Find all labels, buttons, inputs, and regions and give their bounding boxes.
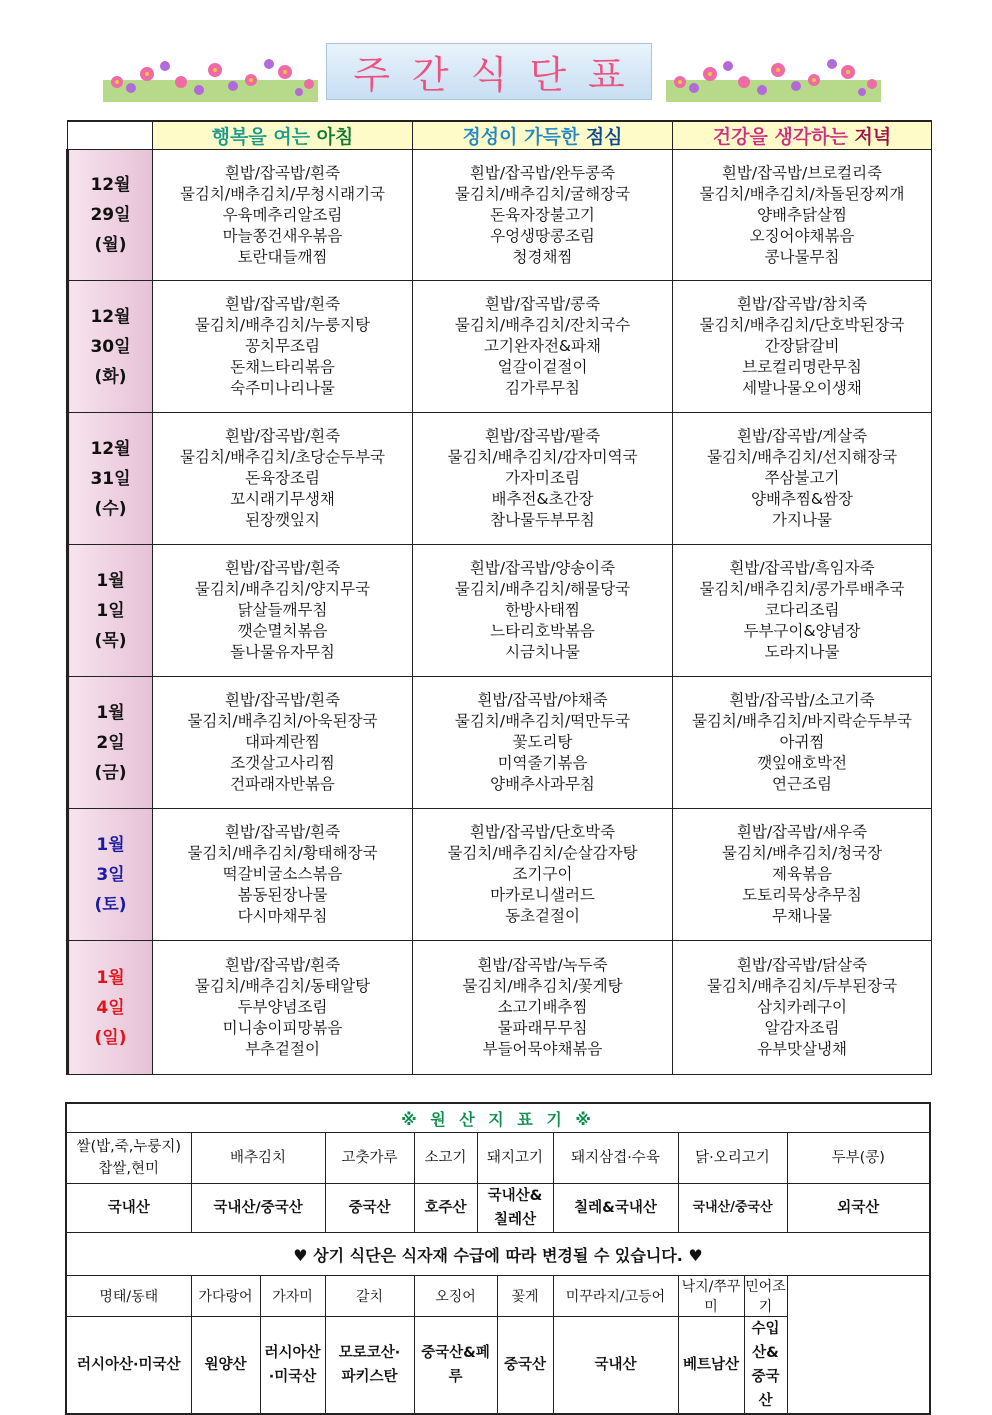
menu-item: 봄동된장나물 xyxy=(237,886,328,904)
origin-item-label: 찹쌀,현미 xyxy=(98,1161,160,1177)
origin-country-text: 모로코산· xyxy=(338,1345,401,1361)
menu-item: 물김치/배추김치/황태해장국 xyxy=(187,844,378,862)
menu-item: 브로컬리명란무침 xyxy=(742,358,862,376)
day-label xyxy=(68,545,153,677)
menu-item: 배추전&초간장 xyxy=(491,490,594,508)
menu-item: 오징어야채볶음 xyxy=(749,226,855,245)
menu-item: 흰밥/잡곡밥/흰죽 xyxy=(224,559,341,577)
origin-country-text: 중국산 xyxy=(751,1369,780,1409)
day-weekday: (목) xyxy=(94,630,127,651)
day-date: 1일 xyxy=(96,600,125,621)
menu-item: 콩나물무침 xyxy=(764,247,840,266)
menu-item: 양배추사과무침 xyxy=(490,775,595,793)
day-weekday: (화) xyxy=(94,366,127,387)
origin-country xyxy=(497,1317,553,1415)
day-label xyxy=(68,281,153,413)
menu-item: 미역줄기볶음 xyxy=(497,754,588,772)
menu-item: 소고기배추찜 xyxy=(497,998,588,1016)
menu-item: 꼬시래기무생채 xyxy=(230,490,335,508)
origin-country xyxy=(66,1317,191,1415)
menu-item: 돈채느타리볶음 xyxy=(230,358,335,376)
menu-item: 고기완자전&파채 xyxy=(484,337,601,355)
origin-country xyxy=(325,1317,414,1415)
menu-item: 우육메추리알조림 xyxy=(222,205,343,224)
origin-item-label: 쌀(밥,죽,누룽지) xyxy=(76,1139,182,1155)
page-title: 주간식단표 xyxy=(353,53,647,97)
day-month: 1월 xyxy=(96,570,125,591)
menu-item: 동초겉절이 xyxy=(505,907,580,925)
menu-item: 한방사태찜 xyxy=(505,601,580,619)
menu-item: 흰밥/잡곡밥/흰죽 xyxy=(224,691,341,709)
menu-item: 가지나물 xyxy=(772,511,832,529)
breakfast-cell xyxy=(153,545,413,677)
origin-country-text: 중국산 xyxy=(348,1200,391,1216)
menu-item: 제육볶음 xyxy=(772,865,832,883)
menu-item: 물김치/배추김치/감자미역국 xyxy=(447,448,638,466)
origin-country xyxy=(66,1184,191,1233)
day-weekday: (수) xyxy=(94,498,127,519)
menu-item: 마카로니샐러드 xyxy=(490,886,595,904)
dinner-cell xyxy=(673,281,932,413)
menu-item: 느타리호박볶음 xyxy=(490,622,595,640)
origin-country-text: 원양산 xyxy=(204,1357,247,1373)
origin-country xyxy=(744,1317,787,1415)
menu-item: 떡갈비굴소스볶음 xyxy=(222,865,343,883)
breakfast-cell xyxy=(153,281,413,413)
breakfast-cell xyxy=(153,150,413,281)
lunch-cell xyxy=(413,413,673,545)
menu-item: 토란대들깨찜 xyxy=(237,247,328,266)
menu-item: 물김치/배추김치/초당순두부국 xyxy=(179,448,386,466)
lunch-cell xyxy=(413,809,673,941)
title-box xyxy=(326,43,652,100)
day-label xyxy=(68,150,153,281)
menu-item: 물김치/배추김치/청국장 xyxy=(721,844,883,862)
day-month: 12월 xyxy=(90,175,131,195)
origin-item: 꽃게 xyxy=(497,1276,553,1317)
menu-item: 시금치나물 xyxy=(505,643,580,661)
menu-item: 흰밥/잡곡밥/완두콩죽 xyxy=(469,163,616,182)
menu-item: 쭈삼불고기 xyxy=(764,469,840,487)
origin-country xyxy=(260,1317,325,1415)
day-row xyxy=(68,281,932,413)
menu-item: 무채나물 xyxy=(772,907,832,925)
day-row xyxy=(68,941,932,1075)
lunch-cell xyxy=(413,545,673,677)
menu-item: 부들어묵야채볶음 xyxy=(482,1040,603,1058)
breakfast-cell xyxy=(153,941,413,1075)
menu-item: 다시마채무침 xyxy=(237,907,328,925)
origin-country xyxy=(477,1184,553,1233)
origin-country xyxy=(553,1184,678,1233)
menu-item: 닭살들깨무침 xyxy=(237,601,328,619)
origin-item: 오징어 xyxy=(414,1276,497,1317)
day-row xyxy=(68,677,932,809)
menu-item: 양배추닭살찜 xyxy=(757,205,847,224)
menu-item: 흰밥/잡곡밥/야채죽 xyxy=(477,691,608,709)
menu-item: 돈육장조림 xyxy=(245,469,320,487)
day-date: 2일 xyxy=(96,732,125,753)
origin-country xyxy=(191,1317,260,1415)
origin-item-label: 닭·오리고기 xyxy=(695,1150,770,1166)
origin-country xyxy=(678,1317,744,1415)
origin-item-label: 고춧가루 xyxy=(341,1150,398,1166)
origin-item-label: 배추김치 xyxy=(229,1150,287,1166)
day-label xyxy=(68,677,153,809)
origin-country xyxy=(787,1184,930,1233)
menu-item: 물김치/배추김치/동태알탕 xyxy=(194,977,371,995)
header-corner xyxy=(68,121,153,150)
origin-item xyxy=(66,1133,191,1184)
origin-country xyxy=(678,1184,787,1233)
menu-item: 흰밥/잡곡밥/흰죽 xyxy=(224,823,341,841)
origin-item xyxy=(678,1133,787,1184)
menu-item: 물김치/배추김치/아욱된장국 xyxy=(187,712,378,730)
menu-item: 물김치/배추김치/떡만두국 xyxy=(454,712,631,730)
lunch-cell xyxy=(413,281,673,413)
origin-country xyxy=(191,1184,325,1233)
origin-country-text: 국내산& xyxy=(487,1188,543,1204)
menu-item: 물김치/배추김치/누룽지탕 xyxy=(194,316,371,334)
weekly-menu-table xyxy=(66,120,932,1075)
menu-item: 양배추찜&쌈장 xyxy=(751,490,853,508)
day-month: 1월 xyxy=(96,834,125,855)
menu-item: 건파래자반볶음 xyxy=(230,775,335,793)
menu-item: 물김치/배추김치/선지해장국 xyxy=(706,448,898,466)
origin-country-text: 러시아산·미국산 xyxy=(76,1357,181,1373)
menu-item: 물김치/배추김치/잔치국수 xyxy=(454,316,631,334)
dinner-cell xyxy=(673,677,932,809)
menu-item: 흰밥/잡곡밥/흰죽 xyxy=(224,956,341,974)
origin-country-text: 호주산 xyxy=(424,1200,467,1216)
menu-item: 유부맛살냉채 xyxy=(757,1040,847,1058)
menu-item: 물김치/배추김치/해물당국 xyxy=(454,580,631,598)
origin-item-label: 소고기 xyxy=(424,1150,467,1166)
origin-country-text: 중국산 xyxy=(503,1357,547,1373)
menu-item: 물김치/배추김치/두부된장국 xyxy=(706,977,898,995)
origin-item: 갈치 xyxy=(325,1276,414,1317)
menu-item: 조기구이 xyxy=(512,865,573,883)
origin-item: 민어조기 xyxy=(744,1276,787,1317)
origin-item: 미꾸라지/고등어 xyxy=(553,1276,678,1317)
menu-item: 흰밥/잡곡밥/게살죽 xyxy=(736,427,868,445)
menu-item: 흰밥/잡곡밥/흑임자죽 xyxy=(729,559,875,577)
menu-item: 알감자조림 xyxy=(764,1019,840,1037)
menu-item: 돈육자장불고기 xyxy=(490,205,595,224)
day-month: 12월 xyxy=(90,438,131,459)
origin-country-text: 베트남산 xyxy=(682,1357,740,1373)
origin-item xyxy=(191,1133,325,1184)
origin-country-text: 중국산&페루 xyxy=(421,1345,490,1385)
menu-item: 흰밥/잡곡밥/녹두죽 xyxy=(477,956,608,974)
day-label xyxy=(68,809,153,941)
origin-country-text: 파키스탄 xyxy=(341,1369,398,1385)
day-row xyxy=(68,545,932,677)
origin-country xyxy=(414,1184,477,1233)
day-weekday: (월) xyxy=(94,235,127,255)
day-date: 30일 xyxy=(90,336,131,357)
menu-item: 물김치/배추김치/양지무국 xyxy=(194,580,371,598)
menu-item: 도라지나물 xyxy=(764,643,840,661)
origin-item-label: 돼지삼겹·수육 xyxy=(571,1150,660,1166)
origin-item-label: 돼지고기 xyxy=(486,1150,544,1166)
menu-item: 두부구이&양념장 xyxy=(743,622,861,640)
dinner-cell xyxy=(673,150,932,281)
dinner-cell xyxy=(673,809,932,941)
menu-item: 물김치/배추김치/차돌된장찌개 xyxy=(699,184,905,203)
header-dinner: 건강을 생각하는 저녁 xyxy=(673,121,932,150)
menu-item: 참나물두부무침 xyxy=(490,511,595,529)
origin-country xyxy=(414,1317,497,1415)
day-month: 1월 xyxy=(96,702,125,723)
menu-item: 코다리조림 xyxy=(764,601,840,619)
menu-item: 조갯살고사리찜 xyxy=(230,754,335,772)
menu-item: 흰밥/잡곡밥/닭살죽 xyxy=(736,956,868,974)
breakfast-cell xyxy=(153,677,413,809)
origin-table xyxy=(65,1102,931,1415)
day-label xyxy=(68,413,153,545)
breakfast-cell xyxy=(153,809,413,941)
menu-item: 흰밥/잡곡밥/팥죽 xyxy=(484,427,601,445)
menu-item: 물김치/배추김치/꽃게탕 xyxy=(462,977,623,995)
flower-banner-right xyxy=(666,52,881,102)
day-date: 4일 xyxy=(96,997,125,1018)
origin-country-text: 러시아산 xyxy=(264,1345,321,1361)
dinner-cell xyxy=(673,545,932,677)
menu-item: 두부양념조림 xyxy=(237,998,328,1016)
menu-item: 흰밥/잡곡밥/참치죽 xyxy=(736,295,868,313)
menu-item: 마늘쫑건새우볶음 xyxy=(222,226,343,245)
menu-item: 물김치/배추김치/굴해장국 xyxy=(454,184,631,203)
menu-item: 얼갈이겉절이 xyxy=(497,358,588,376)
menu-item: 물김치/배추김치/무청시래기국 xyxy=(179,184,386,203)
menu-header-row xyxy=(68,121,932,150)
origin-item xyxy=(553,1133,678,1184)
menu-item: 간장닭갈비 xyxy=(764,337,840,355)
menu-item: 물파래무무침 xyxy=(497,1019,588,1037)
menu-item: 흰밥/잡곡밥/흰죽 xyxy=(224,427,341,445)
origin-item-label: 두부(콩) xyxy=(831,1150,885,1166)
day-date: 29일 xyxy=(90,205,131,225)
menu-item: 아귀찜 xyxy=(779,733,825,751)
menu-item: 흰밥/잡곡밥/소고기죽 xyxy=(729,691,875,709)
menu-item: 물김치/배추김치/콩가루배추국 xyxy=(699,580,905,598)
menu-item: 우엉생땅콩조림 xyxy=(490,226,595,245)
header-breakfast: 행복을 여는 아침 xyxy=(153,121,413,150)
lunch-cell xyxy=(413,150,673,281)
menu-item: 가자미조림 xyxy=(505,469,580,487)
menu-item: 흰밥/잡곡밥/단호박죽 xyxy=(469,823,616,841)
day-date: 31일 xyxy=(90,468,131,489)
header-lunch: 정성이 가득한 점심 xyxy=(413,121,673,150)
day-month: 12월 xyxy=(90,306,131,327)
origin-country-text: 국내산 xyxy=(107,1200,150,1216)
dinner-cell xyxy=(673,413,932,545)
origin-country xyxy=(553,1317,678,1415)
menu-item: 돌나물유자무침 xyxy=(230,643,335,661)
day-label xyxy=(68,941,153,1075)
menu-item: 꽁치무조림 xyxy=(245,337,320,355)
menu-item: 흰밥/잡곡밥/브로컬리죽 xyxy=(721,163,883,182)
menu-item: 김가루무침 xyxy=(505,379,580,397)
menu-item: 흰밥/잡곡밥/콩죽 xyxy=(484,295,601,313)
day-row xyxy=(68,150,932,281)
origin-item xyxy=(477,1133,553,1184)
day-weekday: (금) xyxy=(94,762,127,783)
menu-change-notice: ♥ 상기 식단은 식자재 수급에 따라 변경될 수 있습니다. ♥ xyxy=(66,1233,930,1276)
origin-country-text: 외국산 xyxy=(837,1200,880,1216)
menu-item: 청경채찜 xyxy=(512,247,573,266)
origin-country-text: 칠레산 xyxy=(493,1212,537,1228)
origin-country-text: 국내산/중국산 xyxy=(213,1200,303,1216)
menu-item: 부추겉절이 xyxy=(245,1040,320,1058)
menu-item: 삼치카레구이 xyxy=(757,998,847,1016)
origin-country-text: 칠레&국내산 xyxy=(574,1200,657,1216)
menu-item: 도토리묵상추무침 xyxy=(742,886,862,904)
day-row xyxy=(68,809,932,941)
origin-item: 낙지/쭈꾸미 xyxy=(678,1276,744,1317)
menu-item: 흰밥/잡곡밥/새우죽 xyxy=(736,823,868,841)
origin-item xyxy=(414,1133,477,1184)
page-header xyxy=(0,0,992,115)
menu-item: 연근조림 xyxy=(772,775,832,793)
flower-banner-left xyxy=(103,52,318,102)
menu-item: 꽃도리탕 xyxy=(512,733,573,751)
day-weekday: (일) xyxy=(94,1027,127,1048)
menu-item: 깻순멸치볶음 xyxy=(237,622,328,640)
day-date: 3일 xyxy=(96,864,125,885)
origin-item: 가다랑어 xyxy=(191,1276,260,1317)
origin-country-text: 국내산 xyxy=(594,1357,637,1373)
menu-item: 숙주미나리나물 xyxy=(230,379,335,397)
menu-item: 깻잎애호박전 xyxy=(757,754,847,772)
origin-item xyxy=(325,1133,414,1184)
dinner-cell xyxy=(673,941,932,1075)
day-weekday: (토) xyxy=(94,894,127,915)
lunch-cell xyxy=(413,677,673,809)
menu-item: 대파계란찜 xyxy=(245,733,320,751)
origin-item xyxy=(787,1133,930,1184)
menu-item: 흰밥/잡곡밥/양송이죽 xyxy=(469,559,616,577)
menu-item: 물김치/배추김치/순살감자탕 xyxy=(447,844,638,862)
menu-item: 물김치/배추김치/바지락순두부국 xyxy=(691,712,913,730)
menu-item: 흰밥/잡곡밥/흰죽 xyxy=(224,163,341,182)
day-row xyxy=(68,413,932,545)
origin-country-text: ·미국산 xyxy=(268,1369,317,1385)
menu-item: 된장깻잎지 xyxy=(245,511,320,529)
origin-item: 명태/동태 xyxy=(66,1276,191,1317)
breakfast-cell xyxy=(153,413,413,545)
origin-heading: ※ 원 산 지 표 기 ※ xyxy=(66,1103,930,1133)
lunch-cell xyxy=(413,941,673,1075)
menu-item: 세발나물오이생채 xyxy=(742,379,862,397)
menu-item: 물김치/배추김치/단호박된장국 xyxy=(699,316,905,334)
origin-country-text: 국내산/중국산 xyxy=(692,1200,773,1215)
menu-item: 흰밥/잡곡밥/흰죽 xyxy=(224,295,341,313)
origin-country-text: 수입산& xyxy=(751,1321,780,1361)
origin-item: 가자미 xyxy=(260,1276,325,1317)
origin-country xyxy=(325,1184,414,1233)
menu-item: 미니송이피망볶음 xyxy=(222,1019,343,1037)
day-month: 1월 xyxy=(96,967,125,988)
